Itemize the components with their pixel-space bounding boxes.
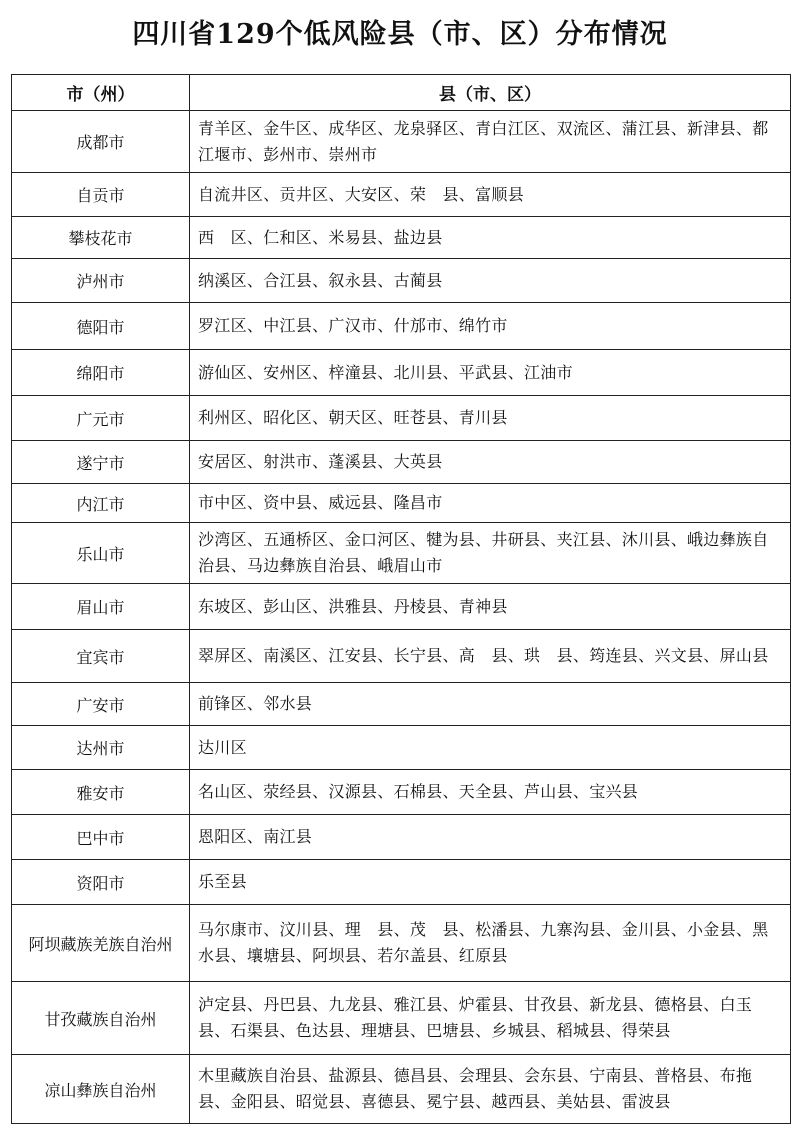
table-body	[12, 111, 791, 1124]
city-cell: 自贡市	[12, 173, 190, 217]
counties-cell: 沙湾区、五通桥区、金口河区、犍为县、井研县、夹江县、沐川县、峨边彝族自治县、马边彝族自治县、峨眉山市	[190, 523, 791, 584]
table-row	[12, 905, 791, 982]
table-row	[12, 259, 791, 303]
counties-cell: 利州区、昭化区、朝天区、旺苍县、青川县	[190, 396, 791, 441]
counties-cell: 罗江区、中江县、广汉市、什邡市、绵竹市	[190, 303, 791, 350]
city-cell: 绵阳市	[12, 350, 190, 396]
city-cell: 内江市	[12, 484, 190, 523]
column-header-city: 市（州）	[12, 75, 190, 111]
table-header-row	[12, 75, 791, 111]
table-row	[12, 484, 791, 523]
counties-cell: 翠屏区、南溪区、江安县、长宁县、高 县、珙 县、筠连县、兴文县、屏山县	[190, 630, 791, 683]
city-cell: 攀枝花市	[12, 217, 190, 259]
counties-cell: 市中区、资中县、威远县、隆昌市	[190, 484, 791, 523]
low-risk-county-table	[11, 74, 791, 1124]
table-row	[12, 860, 791, 905]
counties-cell: 西 区、仁和区、米易县、盐边县	[190, 217, 791, 259]
counties-cell: 名山区、荥经县、汉源县、石棉县、天全县、芦山县、宝兴县	[190, 770, 791, 815]
city-cell: 乐山市	[12, 523, 190, 584]
counties-cell: 青羊区、金牛区、成华区、龙泉驿区、青白江区、双流区、蒲江县、新津县、都江堰市、彭州市、崇州市	[190, 111, 791, 173]
counties-cell: 安居区、射洪市、蓬溪县、大英县	[190, 441, 791, 484]
city-cell: 德阳市	[12, 303, 190, 350]
counties-cell: 东坡区、彭山区、洪雅县、丹棱县、青神县	[190, 584, 791, 630]
counties-cell: 恩阳区、南江县	[190, 815, 791, 860]
table-row	[12, 523, 791, 584]
table-row	[12, 217, 791, 259]
city-cell: 巴中市	[12, 815, 190, 860]
city-cell: 阿坝藏族羌族自治州	[12, 905, 190, 982]
city-cell: 遂宁市	[12, 441, 190, 484]
table-row	[12, 770, 791, 815]
counties-cell: 自流井区、贡井区、大安区、荣 县、富顺县	[190, 173, 791, 217]
city-cell: 广元市	[12, 396, 190, 441]
counties-cell: 泸定县、丹巴县、九龙县、雅江县、炉霍县、甘孜县、新龙县、德格县、白玉县、石渠县、色达县、理塘县、巴塘县、乡城县、稻城县、得荣县	[190, 982, 791, 1055]
table-row	[12, 111, 791, 173]
city-cell: 成都市	[12, 111, 190, 173]
city-cell: 凉山彝族自治州	[12, 1055, 190, 1124]
table-row	[12, 173, 791, 217]
city-cell: 广安市	[12, 683, 190, 726]
table-row	[12, 584, 791, 630]
table-row	[12, 683, 791, 726]
counties-cell: 木里藏族自治县、盐源县、德昌县、会理县、会东县、宁南县、普格县、布拖县、金阳县、昭觉县、喜德县、冕宁县、越西县、美姑县、雷波县	[190, 1055, 791, 1124]
table-row	[12, 396, 791, 441]
city-cell: 宜宾市	[12, 630, 190, 683]
table-row	[12, 982, 791, 1055]
counties-cell: 马尔康市、汶川县、理 县、茂 县、松潘县、九寨沟县、金川县、小金县、黑水县、壤塘县、阿坝县、若尔盖县、红原县	[190, 905, 791, 982]
table-row	[12, 1055, 791, 1124]
city-cell: 雅安市	[12, 770, 190, 815]
counties-cell: 纳溪区、合江县、叙永县、古蔺县	[190, 259, 791, 303]
column-header-counties: 县（市、区）	[190, 75, 791, 111]
counties-cell: 达川区	[190, 726, 791, 770]
document-title: 四川省129个低风险县（市、区）分布情况	[132, 19, 668, 50]
table-row	[12, 350, 791, 396]
table-row	[12, 303, 791, 350]
counties-cell: 游仙区、安州区、梓潼县、北川县、平武县、江油市	[190, 350, 791, 396]
counties-cell: 乐至县	[190, 860, 791, 905]
city-cell: 甘孜藏族自治州	[12, 982, 190, 1055]
city-cell: 泸州市	[12, 259, 190, 303]
table-row	[12, 815, 791, 860]
table-row	[12, 630, 791, 683]
city-cell: 达州市	[12, 726, 190, 770]
table-row	[12, 441, 791, 484]
city-cell: 眉山市	[12, 584, 190, 630]
counties-cell: 前锋区、邻水县	[190, 683, 791, 726]
table-row	[12, 726, 791, 770]
city-cell: 资阳市	[12, 860, 190, 905]
